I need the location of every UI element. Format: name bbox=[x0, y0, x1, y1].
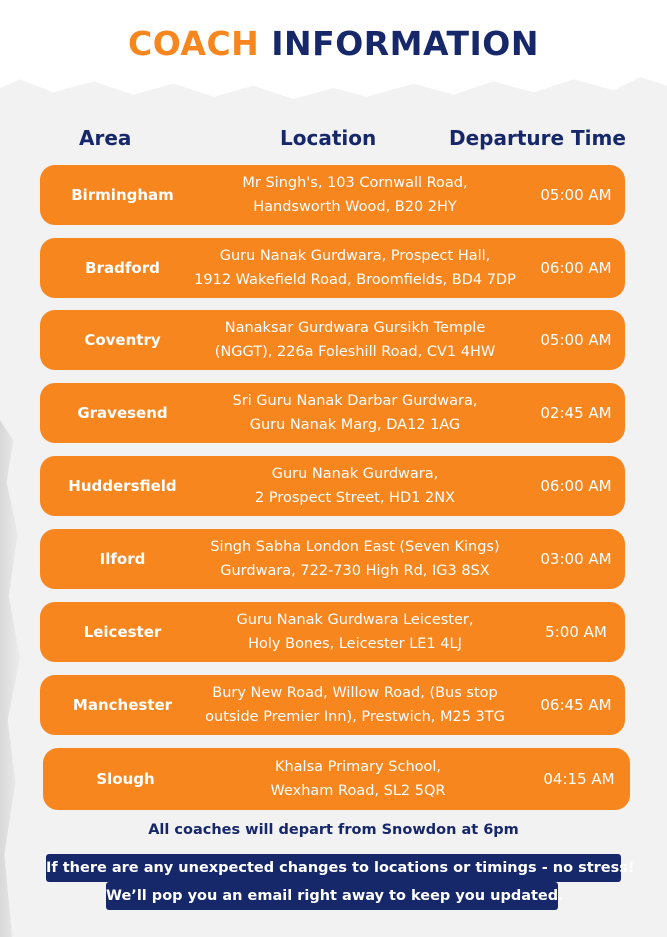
coach-row-manchester bbox=[40, 675, 625, 735]
row-location-line1: Guru Nanak Gurdwara, bbox=[271, 466, 439, 482]
row-area: Ilford bbox=[99, 550, 146, 568]
coach-row-ilford bbox=[40, 529, 625, 589]
row-time: 06:45 AM bbox=[540, 696, 612, 714]
coach-row-coventry bbox=[40, 310, 625, 370]
row-time: 04:15 AM bbox=[543, 770, 615, 788]
row-area: Slough bbox=[96, 770, 155, 788]
row-location bbox=[185, 675, 525, 735]
row-location-line1: Bury New Road, Willow Road, (Bus stop bbox=[212, 685, 498, 701]
page-title bbox=[0, 24, 667, 63]
coach-row-bradford bbox=[40, 238, 625, 298]
row-area: Leicester bbox=[83, 623, 162, 641]
row-location bbox=[185, 456, 525, 516]
row-location bbox=[185, 529, 525, 589]
row-time: 06:00 AM bbox=[540, 477, 612, 495]
row-location bbox=[185, 310, 525, 370]
row-location-line1: Sri Guru Nanak Darbar Gurdwara, bbox=[232, 393, 478, 409]
row-area: Huddersfield bbox=[68, 477, 177, 495]
row-location-line1: Guru Nanak Gurdwara Leicester, bbox=[236, 612, 474, 628]
row-location-line1: Singh Sabha London East (Seven Kings) bbox=[210, 539, 500, 555]
row-location bbox=[188, 748, 528, 810]
row-location-line2: outside Premier Inn), Prestwich, M25 3TG bbox=[205, 709, 505, 725]
row-time: 02:45 AM bbox=[540, 404, 612, 422]
header-location: Location bbox=[280, 126, 377, 150]
row-area: Manchester bbox=[72, 696, 173, 714]
row-time: 05:00 AM bbox=[540, 331, 612, 349]
coach-row-birmingham bbox=[40, 165, 625, 225]
row-location-line2: 1912 Wakefield Road, Broomfields, BD4 7DP bbox=[194, 272, 516, 288]
coach-row-slough bbox=[43, 748, 630, 810]
title-word-coach: COACH bbox=[128, 24, 260, 63]
row-area: Gravesend bbox=[77, 404, 168, 422]
row-time: 5:00 AM bbox=[545, 623, 607, 641]
torn-paper-edge bbox=[0, 420, 22, 937]
notice-line-1: If there are any unexpected changes to locations or timings - no stress! bbox=[46, 854, 621, 882]
row-location-line1: Mr Singh's, 103 Cornwall Road, bbox=[242, 175, 468, 191]
row-area: Coventry bbox=[84, 331, 161, 349]
header-departure-time: Departure Time bbox=[449, 126, 626, 150]
departure-note: All coaches will depart from Snowdon at 6pm bbox=[148, 822, 519, 838]
row-location bbox=[185, 602, 525, 662]
coach-row-leicester bbox=[40, 602, 625, 662]
row-location bbox=[185, 238, 525, 298]
row-location-line2: Holy Bones, Leicester LE1 4LJ bbox=[248, 636, 462, 652]
row-location-line1: Guru Nanak Gurdwara, Prospect Hall, bbox=[219, 248, 491, 264]
row-location bbox=[185, 165, 525, 225]
row-area: Bradford bbox=[85, 259, 160, 277]
notice-line-2: We’ll pop you an email right away to keep you updated. bbox=[106, 882, 558, 910]
coach-row-huddersfield bbox=[40, 456, 625, 516]
row-area: Birmingham bbox=[71, 186, 174, 204]
row-location-line2: (NGGT), 226a Foleshill Road, CV1 4HW bbox=[214, 344, 496, 360]
row-location-line1: Nanaksar Gurdwara Gursikh Temple bbox=[224, 320, 486, 336]
header-area: Area bbox=[79, 126, 132, 150]
row-time: 05:00 AM bbox=[540, 186, 612, 204]
row-location-line2: Handsworth Wood, B20 2HY bbox=[253, 199, 457, 215]
row-time: 06:00 AM bbox=[540, 259, 612, 277]
row-time: 03:00 AM bbox=[540, 550, 612, 568]
row-location-line2: Wexham Road, SL2 5QR bbox=[270, 783, 446, 799]
row-location bbox=[185, 383, 525, 443]
row-location-line2: Guru Nanak Marg, DA12 1AG bbox=[249, 417, 461, 433]
row-location-line2: Gurdwara, 722-730 High Rd, IG3 8SX bbox=[220, 563, 490, 579]
title-word-information: INFORMATION bbox=[271, 24, 539, 63]
row-location-line2: 2 Prospect Street, HD1 2NX bbox=[255, 490, 455, 506]
row-location-line1: Khalsa Primary School, bbox=[274, 759, 442, 775]
coach-row-gravesend bbox=[40, 383, 625, 443]
